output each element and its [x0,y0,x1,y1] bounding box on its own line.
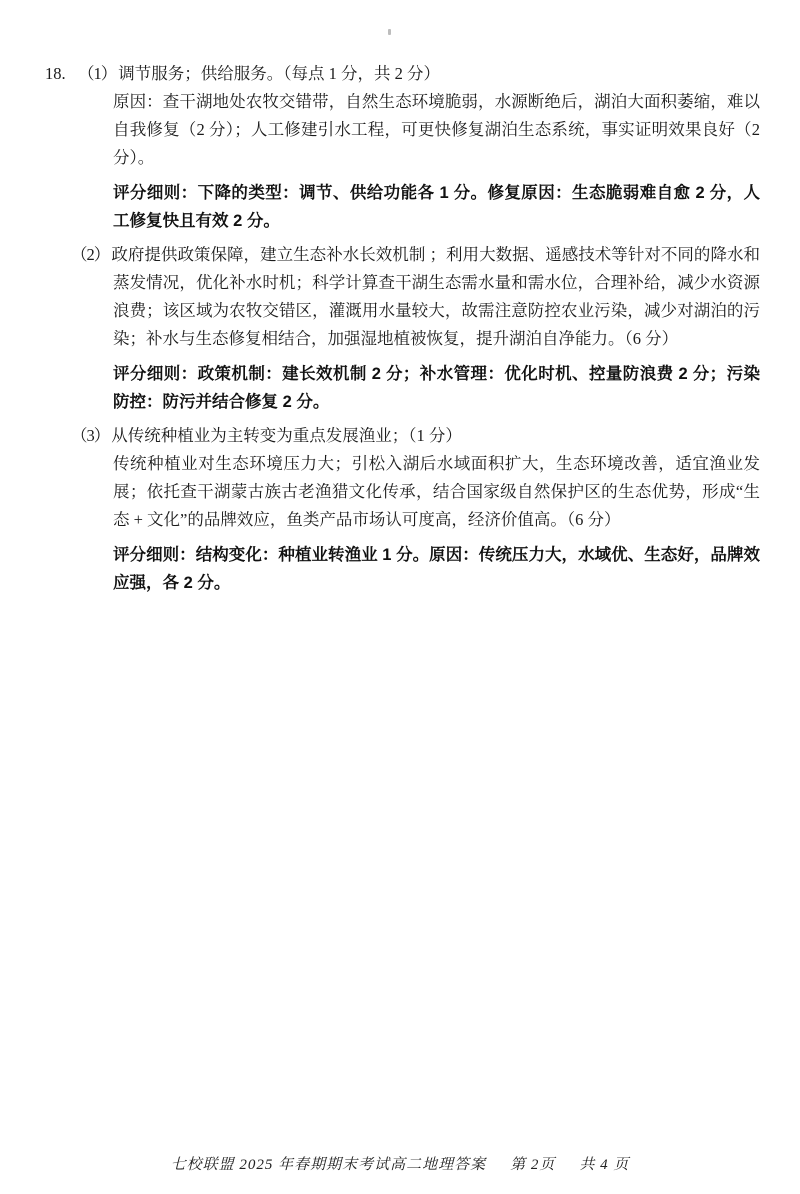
part3-answer-paragraph: 传统种植业对生态环境压力大；引松入湖后水域面积扩大，生态环境改善，适宜渔业发展；依托查干湖蒙古族古老渔猎文化传承，结合国家级自然保护区的生态优势，形成“生态 + 文化”的品牌效应，鱼类产品市场认可度高，经济价值高。（6 分） [113,454,760,529]
part2-label: （2） [71,245,110,264]
scan-artifact-speck [388,29,391,35]
part1-heading: 调节服务；供给服务。（每点 1 分，共 2 分） [118,64,440,83]
question-18-part3 [71,422,760,450]
part2-scoring-rubric: 评分细则：政策机制：建长效机制 2 分；补水管理：优化时机、控量防浪费 2 分；污染防控：防污并结合修复 2 分。 [113,365,760,411]
part1-reason-paragraph: 原因：查干湖地处农牧交错带，自然生态环境脆弱，水源断绝后，湖泊大面积萎缩，难以自我修复（2 分）；人工修建引水工程，可更快修复湖泊生态系统，事实证明效果良好（2 分）。 [113,92,760,167]
part3-heading: 从传统种植业为主转变为重点发展渔业；（1 分） [111,426,462,445]
answer-key-content [45,60,760,597]
part3-scoring-rubric: 评分细则：结构变化：种植业转渔业 1 分。原因：传统压力大，水域优、生态好，品牌效应强，各 2 分。 [113,546,760,592]
part3-label: （3） [71,426,110,445]
footer-exam-title: 七校联盟 2025 年春期期末考试高二地理答案 [170,1157,487,1173]
question-18-part2 [71,241,761,353]
part1-label: （1） [78,64,117,83]
part2-answer: 政府提供政策保障，建立生态补水长效机制 ；利用大数据、遥感技术等针对不同的降水和蒸发情况，优化补水时机；科学计算查干湖生态需水量和需水位，合理补给，减少水资源浪费；该区域为农牧交错区，灌溉用水量较大，故需注意防控农业污染，减少对湖泊的污染；补水与生态修复相结合，加强湿地植被恢复，提升湖泊自净能力。（6 分） [111,245,761,348]
footer-total-pages: 共 4 页 [579,1157,630,1173]
question-number: 18. [45,64,66,83]
part1-scoring-rubric: 评分细则：下降的类型：调节、供给功能各 1 分。修复原因：生态脆弱难自愈 2 分，人工修复快且有效 2 分。 [113,184,760,230]
question-18-part1-line [45,60,760,88]
page-footer [0,1153,800,1174]
footer-page-number: 第 2页 [510,1157,556,1173]
